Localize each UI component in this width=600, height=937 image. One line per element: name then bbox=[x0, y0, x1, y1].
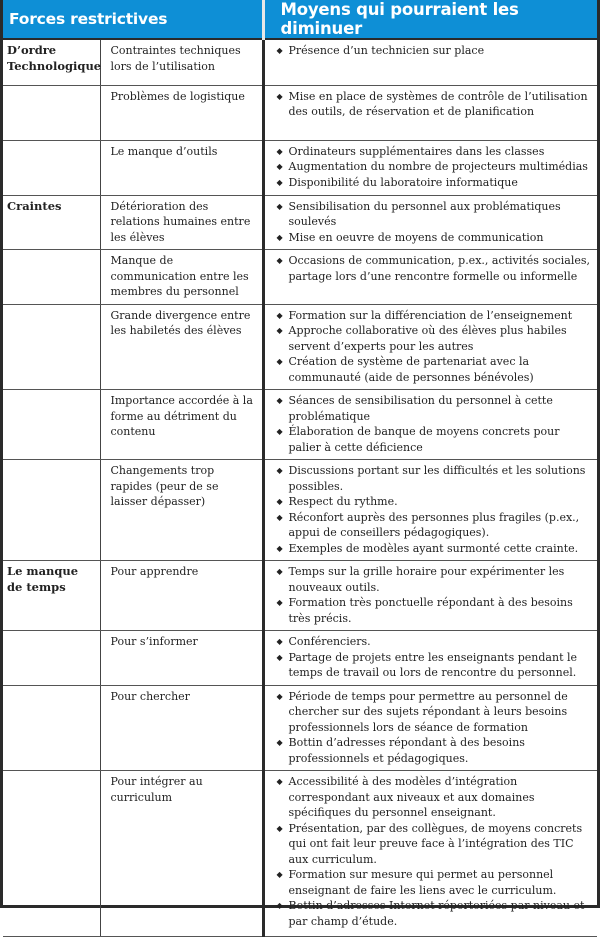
means-item bbox=[275, 564, 594, 595]
table-row bbox=[3, 460, 597, 561]
diamond-bullet-icon: ◆ bbox=[276, 427, 283, 436]
means-item-text: Bottin d’adresses Internet répertoriées par niveau et par champ d’étude. bbox=[288, 899, 585, 928]
means-cell bbox=[263, 460, 597, 561]
table-row bbox=[3, 304, 597, 390]
means-item bbox=[275, 199, 594, 230]
table-row bbox=[3, 195, 597, 250]
means-cell bbox=[263, 39, 597, 85]
category-cell bbox=[3, 685, 100, 771]
diamond-bullet-icon: ◆ bbox=[276, 396, 283, 405]
means-item-text: Période de temps pour permettre au personnel de chercher sur des sujets répondant à leurs besoins professionnels lors de séance de formation bbox=[288, 689, 568, 734]
means-list bbox=[275, 393, 594, 455]
means-list bbox=[275, 199, 594, 246]
means-item-text: Disponibilité du laboratoire informatique bbox=[288, 175, 518, 189]
means-list bbox=[275, 463, 594, 556]
diamond-bullet-icon: ◆ bbox=[276, 567, 283, 576]
means-list bbox=[275, 89, 594, 120]
means-item-text: Occasions de communication, p.ex., activités sociales, partage lors d’une rencontre formelle ou informelle bbox=[288, 254, 591, 283]
diamond-bullet-icon: ◆ bbox=[276, 901, 283, 910]
means-item bbox=[275, 463, 594, 494]
means-item-text: Mise en oeuvre de moyens de communication bbox=[288, 230, 544, 244]
category-cell bbox=[3, 771, 100, 937]
means-item-text: Séances de sensibilisation du personnel à cette problématique bbox=[288, 394, 553, 423]
diamond-bullet-icon: ◆ bbox=[276, 543, 283, 553]
table-row bbox=[3, 140, 597, 195]
means-cell bbox=[263, 771, 597, 937]
diamond-bullet-icon: ◆ bbox=[276, 201, 283, 211]
means-item bbox=[275, 424, 594, 455]
means-item bbox=[275, 393, 594, 424]
means-item bbox=[275, 634, 594, 650]
diamond-bullet-icon: ◆ bbox=[276, 598, 283, 607]
means-list bbox=[275, 634, 594, 681]
category-cell: Craintes bbox=[3, 195, 100, 250]
table-header-row bbox=[3, 0, 597, 39]
table-row bbox=[3, 561, 597, 631]
header-forces: Forces restrictives bbox=[3, 0, 263, 39]
means-list bbox=[275, 144, 594, 191]
means-item bbox=[275, 354, 594, 385]
means-item bbox=[275, 494, 594, 510]
category-cell bbox=[3, 304, 100, 390]
table-row bbox=[3, 39, 597, 85]
means-cell bbox=[263, 390, 597, 460]
diamond-bullet-icon: ◆ bbox=[276, 326, 283, 335]
force-cell: Problèmes de logistique bbox=[100, 85, 263, 140]
means-item-text: Ordinateurs supplémentaires dans les classes bbox=[288, 144, 545, 158]
force-cell: Détérioration des relations humaines entre les élèves bbox=[100, 195, 263, 250]
diamond-bullet-icon: ◆ bbox=[276, 46, 283, 55]
means-item-text: Réconfort auprès des personnes plus fragiles (p.ex., appui de conseillers pédagogiques). bbox=[288, 510, 580, 539]
means-item-text: Présentation, par des collègues, de moyens concrets qui ont fait leur preuve face à l’intégration des TIC aux curriculum. bbox=[288, 821, 583, 866]
means-item bbox=[275, 175, 594, 191]
category-cell: Le manque de temps bbox=[3, 561, 100, 631]
force-cell: Contraintes techniques lors de l’utilisation bbox=[100, 39, 263, 85]
means-item bbox=[275, 650, 594, 681]
means-item-text: Présence d’un technicien sur place bbox=[288, 44, 485, 57]
means-list bbox=[275, 689, 594, 767]
means-item-text: Augmentation du nombre de projecteurs multimédias bbox=[288, 160, 588, 173]
category-cell bbox=[3, 460, 100, 561]
diamond-bullet-icon: ◆ bbox=[276, 691, 283, 701]
table-row bbox=[3, 250, 597, 305]
means-item bbox=[275, 510, 594, 541]
diamond-bullet-icon: ◆ bbox=[276, 310, 283, 320]
means-cell bbox=[263, 561, 597, 631]
diamond-bullet-icon: ◆ bbox=[276, 652, 283, 662]
table-row bbox=[3, 631, 597, 686]
means-cell bbox=[263, 195, 597, 250]
means-item bbox=[275, 595, 594, 626]
force-cell: Le manque d’outils bbox=[100, 140, 263, 195]
header-means-label: Moyens qui pourraient les diminuer bbox=[280, 0, 519, 38]
means-item bbox=[275, 159, 594, 175]
means-item-text: Approche collaborative où des élèves plus habiles servent d’experts pour les autres bbox=[288, 324, 567, 353]
diamond-bullet-icon: ◆ bbox=[276, 91, 283, 101]
diamond-bullet-icon: ◆ bbox=[276, 256, 283, 265]
header-means bbox=[263, 0, 597, 39]
means-item bbox=[275, 308, 594, 324]
force-cell: Pour intégrer au curriculum bbox=[100, 771, 263, 937]
means-item-text: Mise en place de systèmes de contrôle de l’utilisation des outils, de réservation et de planification bbox=[288, 89, 588, 118]
means-item bbox=[275, 898, 594, 929]
means-item bbox=[275, 541, 594, 557]
diamond-bullet-icon: ◆ bbox=[276, 637, 283, 646]
means-item-text: Exemples de modèles ayant surmonté cette crainte. bbox=[288, 541, 579, 555]
means-cell bbox=[263, 685, 597, 771]
diamond-bullet-icon: ◆ bbox=[276, 146, 283, 156]
means-item-text: Sensibilisation du personnel aux problématiques soulevés bbox=[288, 199, 561, 228]
diamond-bullet-icon: ◆ bbox=[276, 177, 283, 187]
means-item bbox=[275, 689, 594, 736]
means-item bbox=[275, 735, 594, 766]
means-item bbox=[275, 867, 594, 898]
means-list bbox=[275, 564, 594, 626]
means-item-text: Respect du rythme. bbox=[288, 495, 398, 508]
table-row bbox=[3, 685, 597, 771]
diamond-bullet-icon: ◆ bbox=[276, 357, 283, 366]
force-cell: Pour chercher bbox=[100, 685, 263, 771]
diamond-bullet-icon: ◆ bbox=[276, 870, 283, 879]
means-cell bbox=[263, 85, 597, 140]
means-item-text: Formation sur la différenciation de l’enseignement bbox=[288, 308, 573, 322]
diamond-bullet-icon: ◆ bbox=[276, 777, 283, 786]
means-item-text: Accessibilité à des modèles d’intégration correspondant aux niveaux et aux domaines spécifiques du personnel enseignant. bbox=[288, 775, 535, 819]
means-item-text: Formation sur mesure qui permet au personnel enseignant de faire les liens avec le curriculum. bbox=[288, 868, 557, 897]
category-cell bbox=[3, 390, 100, 460]
force-cell: Manque de communication entre les membres du personnel bbox=[100, 250, 263, 305]
forces-table bbox=[3, 0, 597, 937]
means-item bbox=[275, 43, 594, 59]
means-item bbox=[275, 821, 594, 868]
means-list bbox=[275, 774, 594, 929]
means-item-text: Bottin d’adresses répondant à des besoins professionnels et pédagogiques. bbox=[288, 736, 525, 765]
category-cell: D’ordre Technologique bbox=[3, 39, 100, 85]
force-cell: Pour apprendre bbox=[100, 561, 263, 631]
means-cell bbox=[263, 140, 597, 195]
diamond-bullet-icon: ◆ bbox=[276, 466, 283, 475]
means-item-text: Conférenciers. bbox=[288, 635, 371, 648]
diamond-bullet-icon: ◆ bbox=[276, 512, 283, 522]
means-item-text: Création de système de partenariat avec la communauté (aide de personnes bénévoles) bbox=[288, 355, 534, 384]
table-row bbox=[3, 771, 597, 937]
means-item-text: Discussions portant sur les difficultés et les solutions possibles. bbox=[288, 464, 586, 493]
means-list bbox=[275, 43, 594, 59]
means-item bbox=[275, 89, 594, 120]
means-item-text: Formation très ponctuelle répondant à des besoins très précis. bbox=[288, 596, 573, 625]
force-cell: Grande divergence entre les habiletés des élèves bbox=[100, 304, 263, 390]
force-cell: Pour s’informer bbox=[100, 631, 263, 686]
diamond-bullet-icon: ◆ bbox=[276, 232, 283, 242]
diamond-bullet-icon: ◆ bbox=[276, 823, 283, 833]
means-cell bbox=[263, 250, 597, 305]
means-item bbox=[275, 774, 594, 821]
table-body bbox=[3, 39, 597, 937]
force-cell: Changements trop rapides (peur de se laisser dépasser) bbox=[100, 460, 263, 561]
category-cell bbox=[3, 250, 100, 305]
means-item-text: Élaboration de banque de moyens concrets pour palier à cette déficience bbox=[288, 425, 560, 454]
means-cell bbox=[263, 631, 597, 686]
diamond-bullet-icon: ◆ bbox=[276, 162, 283, 171]
diamond-bullet-icon: ◆ bbox=[276, 497, 283, 506]
table-row bbox=[3, 390, 597, 460]
category-cell bbox=[3, 631, 100, 686]
means-item-text: Partage de projets entre les enseignants pendant le temps de travail ou lors de rencontre du personnel. bbox=[288, 650, 578, 679]
means-item bbox=[275, 230, 594, 246]
force-cell: Importance accordée à la forme au détriment du contenu bbox=[100, 390, 263, 460]
table-row bbox=[3, 85, 597, 140]
means-item bbox=[275, 323, 594, 354]
category-cell bbox=[3, 140, 100, 195]
means-list bbox=[275, 253, 594, 284]
means-list bbox=[275, 308, 594, 386]
means-item bbox=[275, 253, 594, 284]
means-item bbox=[275, 144, 594, 160]
means-cell bbox=[263, 304, 597, 390]
diamond-bullet-icon: ◆ bbox=[276, 738, 283, 747]
category-cell bbox=[3, 85, 100, 140]
means-item-text: Temps sur la grille horaire pour expérimenter les nouveaux outils. bbox=[288, 565, 565, 594]
